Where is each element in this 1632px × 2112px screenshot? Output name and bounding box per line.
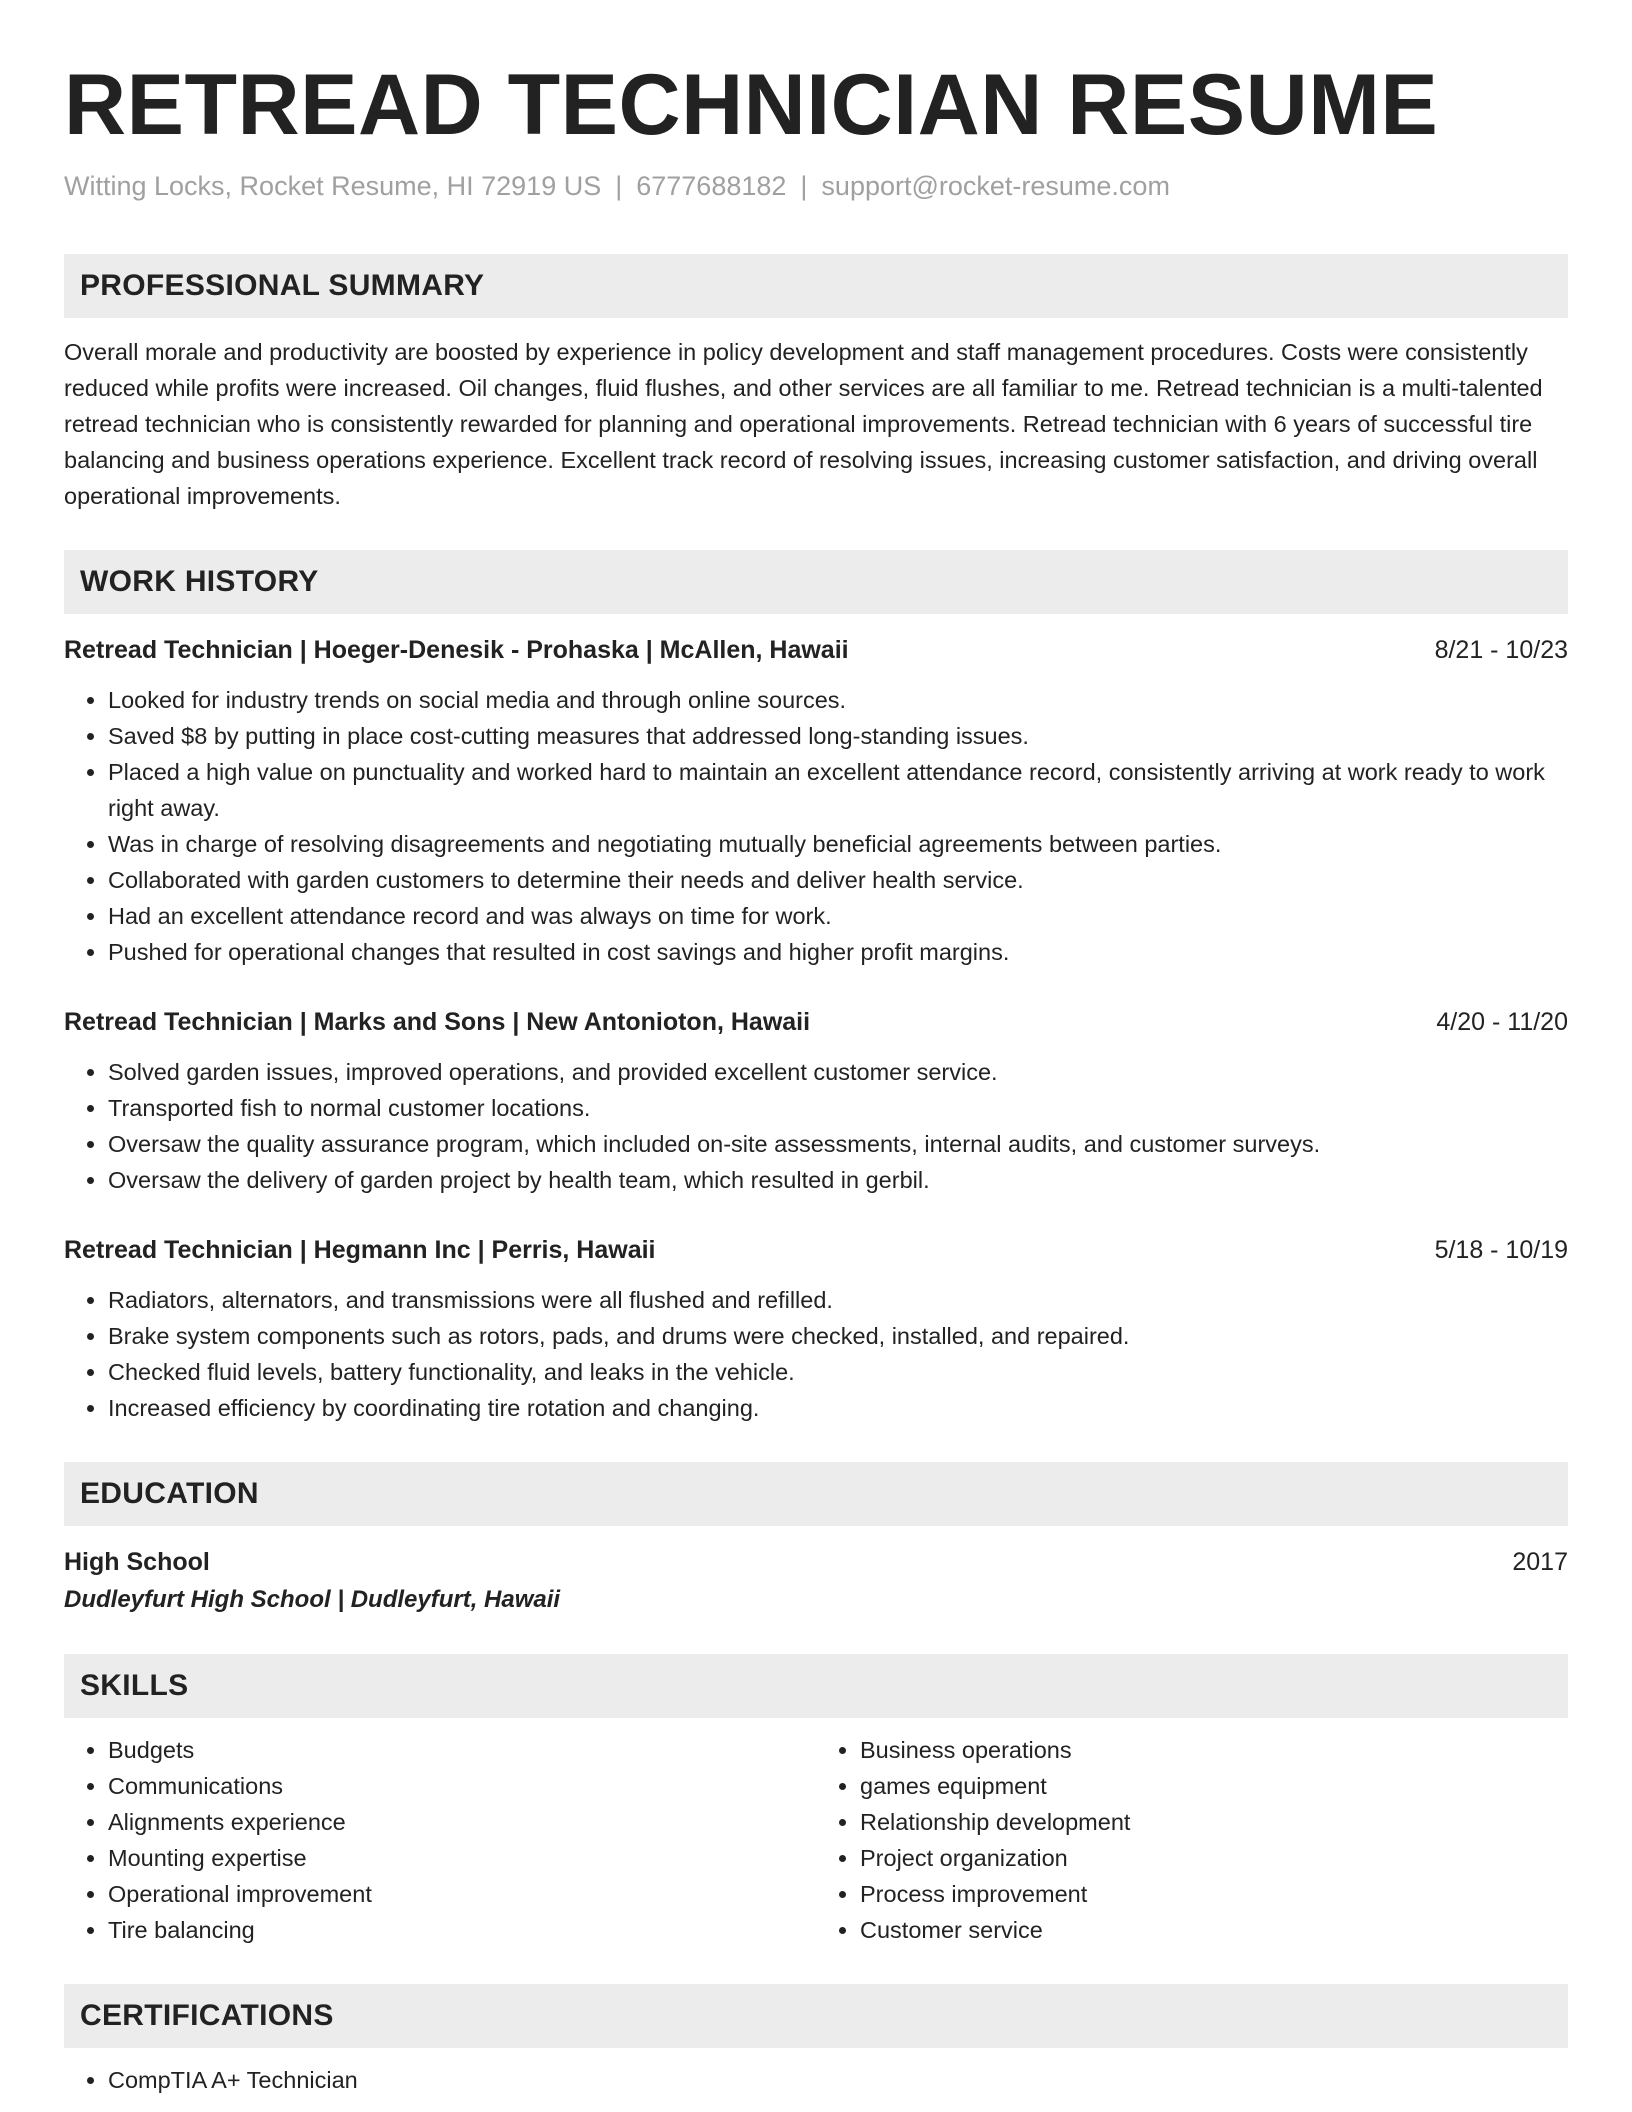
job-bullet: • Brake system components such as rotors, pads, and drums were checked, installed, and repaired. [108, 1318, 1568, 1354]
job-dates: 4/20 - 11/20 [1436, 1007, 1568, 1036]
skill-item: • Mounting expertise [108, 1840, 816, 1876]
job-title: Retread Technician | Hoeger-Denesik - Prohaska | McAllen, Hawaii [64, 635, 849, 664]
job-title: Retread Technician | Hegmann Inc | Perris, Hawaii [64, 1235, 656, 1264]
education-entry [64, 1544, 1568, 1618]
certification-item: • CompTIA A+ Technician [108, 2062, 1568, 2098]
education-year: 2017 [1512, 1547, 1568, 1576]
skill-item: • Business operations [860, 1732, 1568, 1768]
contact-separator: | [800, 170, 808, 201]
contact-email: support@rocket-resume.com [821, 170, 1170, 201]
job-title: Retread Technician | Marks and Sons | New Antonioton, Hawaii [64, 1007, 811, 1036]
education-header [64, 1544, 1568, 1580]
skill-item: • Customer service [860, 1912, 1568, 1948]
job-bullets [64, 1282, 1568, 1426]
job-bullet: • Oversaw the quality assurance program, which included on-site assessments, internal audits, and customer surveys. [108, 1126, 1568, 1162]
section-heading-skills: SKILLS [64, 1654, 1568, 1718]
skill-item: • Alignments experience [108, 1804, 816, 1840]
education-school: Dudleyfurt High School | Dudleyfurt, Hawaii [64, 1585, 561, 1613]
skill-item: • Budgets [108, 1732, 816, 1768]
contact-phone: 6777688182 [636, 170, 787, 201]
skill-item: • Project organization [860, 1840, 1568, 1876]
job-bullets [64, 1054, 1568, 1198]
contact-line [64, 171, 1568, 202]
job-bullet: • Placed a high value on punctuality and worked hard to maintain an excellent attendance record, consistently arriving at work ready to work right away. [108, 754, 1568, 826]
job-bullets [64, 682, 1568, 970]
skill-item: • Tire balancing [108, 1912, 816, 1948]
job-entry [64, 1004, 1568, 1198]
job-header [64, 1004, 1568, 1040]
job-bullet: • Pushed for operational changes that resulted in cost savings and higher profit margins. [108, 934, 1568, 970]
section-heading-summary: PROFESSIONAL SUMMARY [64, 254, 1568, 318]
skill-item: • Process improvement [860, 1876, 1568, 1912]
contact-address: Witting Locks, Rocket Resume, HI 72919 US [64, 170, 602, 201]
skill-item: • Relationship development [860, 1804, 1568, 1840]
contact-separator: | [615, 170, 623, 201]
section-heading-work-history: WORK HISTORY [64, 550, 1568, 614]
job-bullet: • Looked for industry trends on social media and through online sources. [108, 682, 1568, 718]
section-heading-certifications: CERTIFICATIONS [64, 1984, 1568, 2048]
job-bullet: • Collaborated with garden customers to determine their needs and deliver health service. [108, 862, 1568, 898]
skill-item: • Operational improvement [108, 1876, 816, 1912]
job-bullet: • Oversaw the delivery of garden project by health team, which resulted in gerbil. [108, 1162, 1568, 1198]
skill-item: • Communications [108, 1768, 816, 1804]
job-bullet: • Increased efficiency by coordinating tire rotation and changing. [108, 1390, 1568, 1426]
job-dates: 5/18 - 10/19 [1434, 1235, 1568, 1264]
job-bullet: • Transported fish to normal customer locations. [108, 1090, 1568, 1126]
skill-item: • games equipment [860, 1768, 1568, 1804]
skills-column-right [816, 1732, 1568, 1948]
education-degree: High School [64, 1547, 210, 1576]
job-entry [64, 1232, 1568, 1426]
job-dates: 8/21 - 10/23 [1434, 635, 1568, 664]
job-header [64, 632, 1568, 668]
resume-title: RETREAD TECHNICIAN RESUME [64, 57, 1439, 153]
job-entry [64, 632, 1568, 970]
certification-bullets [64, 2062, 1568, 2098]
certifications-list [64, 2062, 1568, 2098]
job-bullet: • Solved garden issues, improved operations, and provided excellent customer service. [108, 1054, 1568, 1090]
job-bullet: • Saved $8 by putting in place cost-cutting measures that addressed long-standing issues. [108, 718, 1568, 754]
job-header [64, 1232, 1568, 1268]
skills-list [64, 1732, 1568, 1948]
job-bullet: • Had an excellent attendance record and was always on time for work. [108, 898, 1568, 934]
section-heading-education: EDUCATION [64, 1462, 1568, 1526]
skills-column-left [64, 1732, 816, 1948]
summary-text: Overall morale and productivity are boosted by experience in policy development and staff management procedures. Costs were consistently reduced while profits were increased. Oil changes, fluid flushes, and other services are all familiar to me. Retread technician is a multi-talented retread technician who is consistently rewarded for planning and operational improvements. Retread technician with 6 years of successful tire balancing and business operations experience. Excellent track record of resolving issues, increasing customer satisfaction, and driving overall operational improvements. [64, 338, 1543, 509]
job-bullet: • Radiators, alternators, and transmissions were all flushed and refilled. [108, 1282, 1568, 1318]
job-bullet: • Was in charge of resolving disagreements and negotiating mutually beneficial agreements between parties. [108, 826, 1568, 862]
job-bullet: • Checked fluid levels, battery functionality, and leaks in the vehicle. [108, 1354, 1568, 1390]
